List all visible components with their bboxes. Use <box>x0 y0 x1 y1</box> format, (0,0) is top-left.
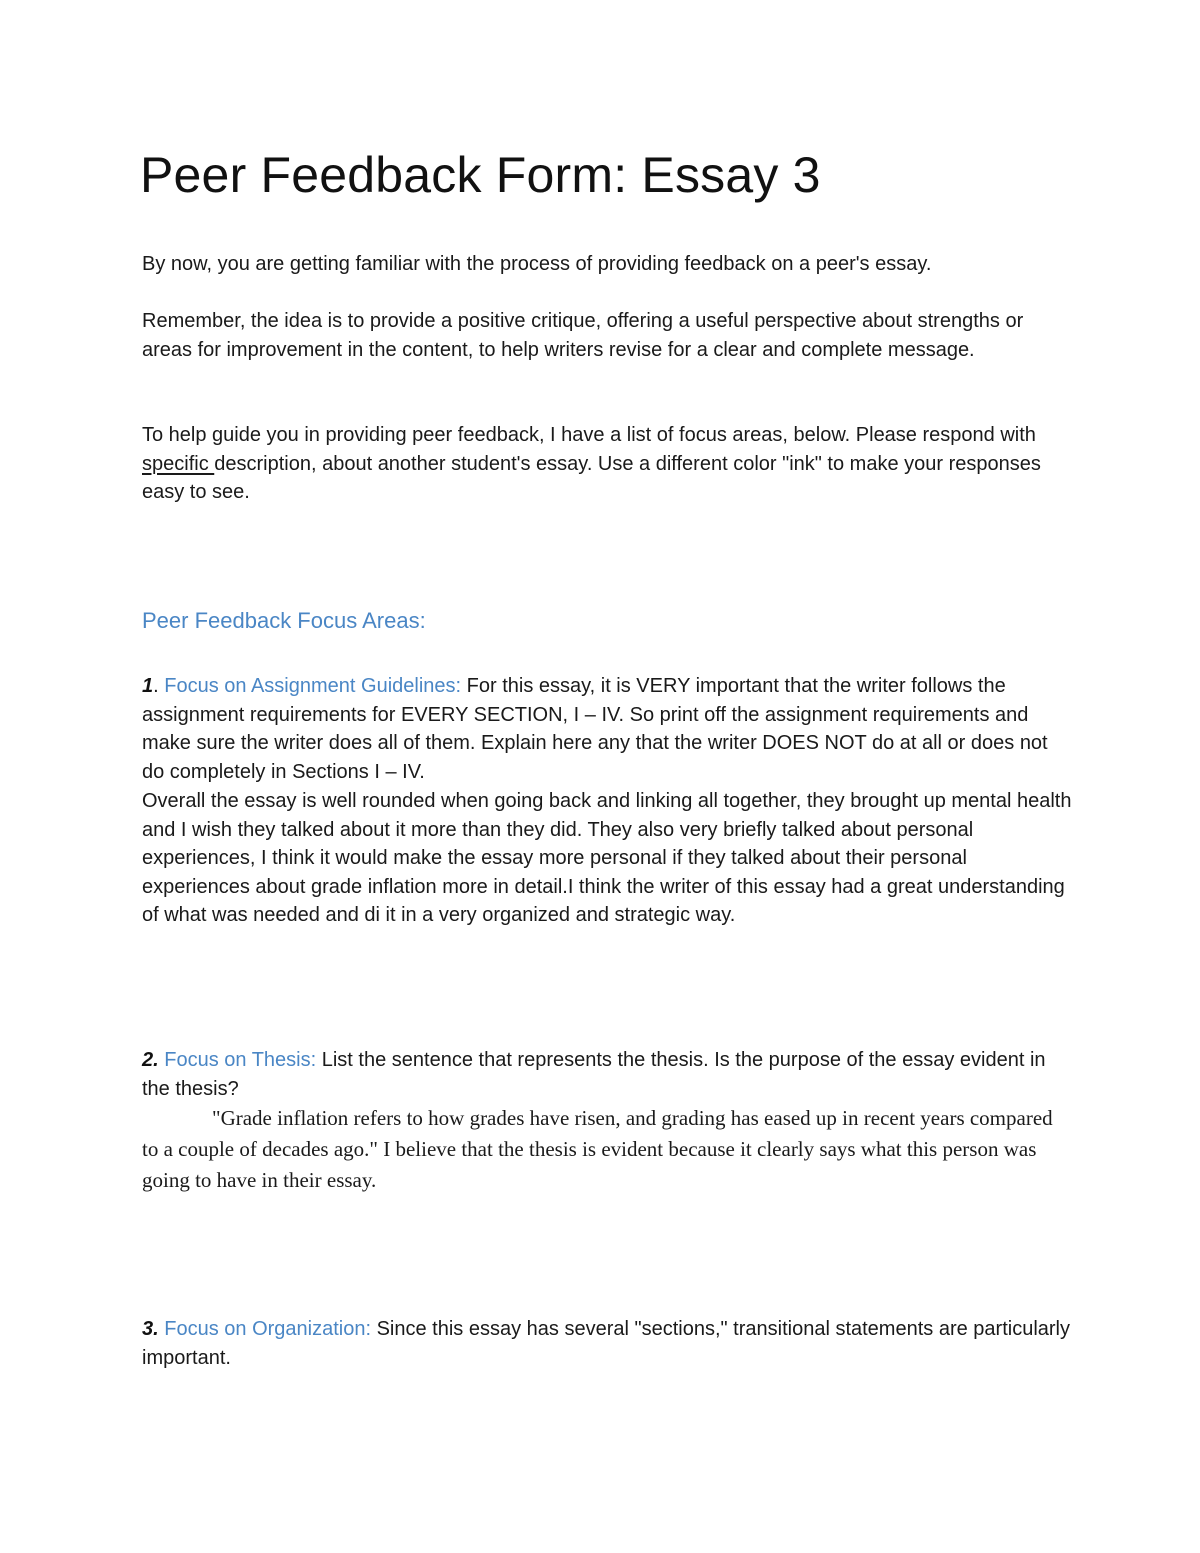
focus-number: 3. <box>142 1318 159 1340</box>
focus-item-thesis <box>142 1046 1072 1103</box>
guidance-text-start: To help guide you in providing peer feedback, I have a list of focus areas, below. Please respond with <box>142 424 1036 446</box>
guidelines-response: Overall the essay is well rounded when going back and linking all together, they brought up mental health and I wish they talked about it more than they did. They also very briefly talked about personal experiences, I think it would make the essay more personal if they talked about their personal experiences about grade inflation more in detail.I think the writer of this essay had a great understanding of what was needed and di it in a very organized and strategic way. <box>142 790 1072 927</box>
focus-number: 2. <box>142 1049 159 1071</box>
focus-prompt: For this essay, it is VERY important that the writer follows the assignment requirements for EVERY SECTION, I – IV. So print off the assignment requirements and make sure the writer does all of them. Explain here any that the writer DOES NOT do at all or does not do completely in Sections I – IV. <box>142 675 1048 783</box>
guidance-paragraph <box>142 421 1072 507</box>
focus-label: Focus on Organization: <box>164 1318 372 1340</box>
reminder-paragraph: Remember, the idea is to provide a positive critique, offering a useful perspective about strengths or areas for improvement in the content, to help writers revise for a clear and complete message. <box>142 310 1024 361</box>
focus-label: Focus on Assignment Guidelines: <box>164 675 462 697</box>
guidance-emphasis: specific <box>142 452 215 475</box>
focus-item-guidelines <box>142 672 1072 786</box>
focus-prompt: List the sentence that represents the thesis. Is the purpose of the essay evident in the thesis? <box>142 1049 1046 1100</box>
page-title: Peer Feedback Form: Essay 3 <box>140 147 821 203</box>
focus-prompt: Since this essay has several "sections," transitional statements are particularly important. <box>142 1318 1070 1369</box>
focus-label: Focus on Thesis: <box>164 1049 317 1071</box>
guidance-text-end: description, about another student's essay. Use a different color "ink" to make your responses easy to see. <box>142 452 1041 504</box>
thesis-response: "Grade inflation refers to how grades have risen, and grading has eased up in recent years compared to a couple of decades ago." I believe that the thesis is evident because it clearly says what this person was going to have in their essay. <box>142 1106 1053 1192</box>
focus-number: 1 <box>142 675 154 697</box>
focus-areas-heading: Peer Feedback Focus Areas: <box>142 608 426 633</box>
focus-separator: . <box>153 675 165 697</box>
intro-paragraph: By now, you are getting familiar with the process of providing feedback on a peer's essay. <box>142 253 932 275</box>
focus-item-organization <box>142 1315 1072 1372</box>
